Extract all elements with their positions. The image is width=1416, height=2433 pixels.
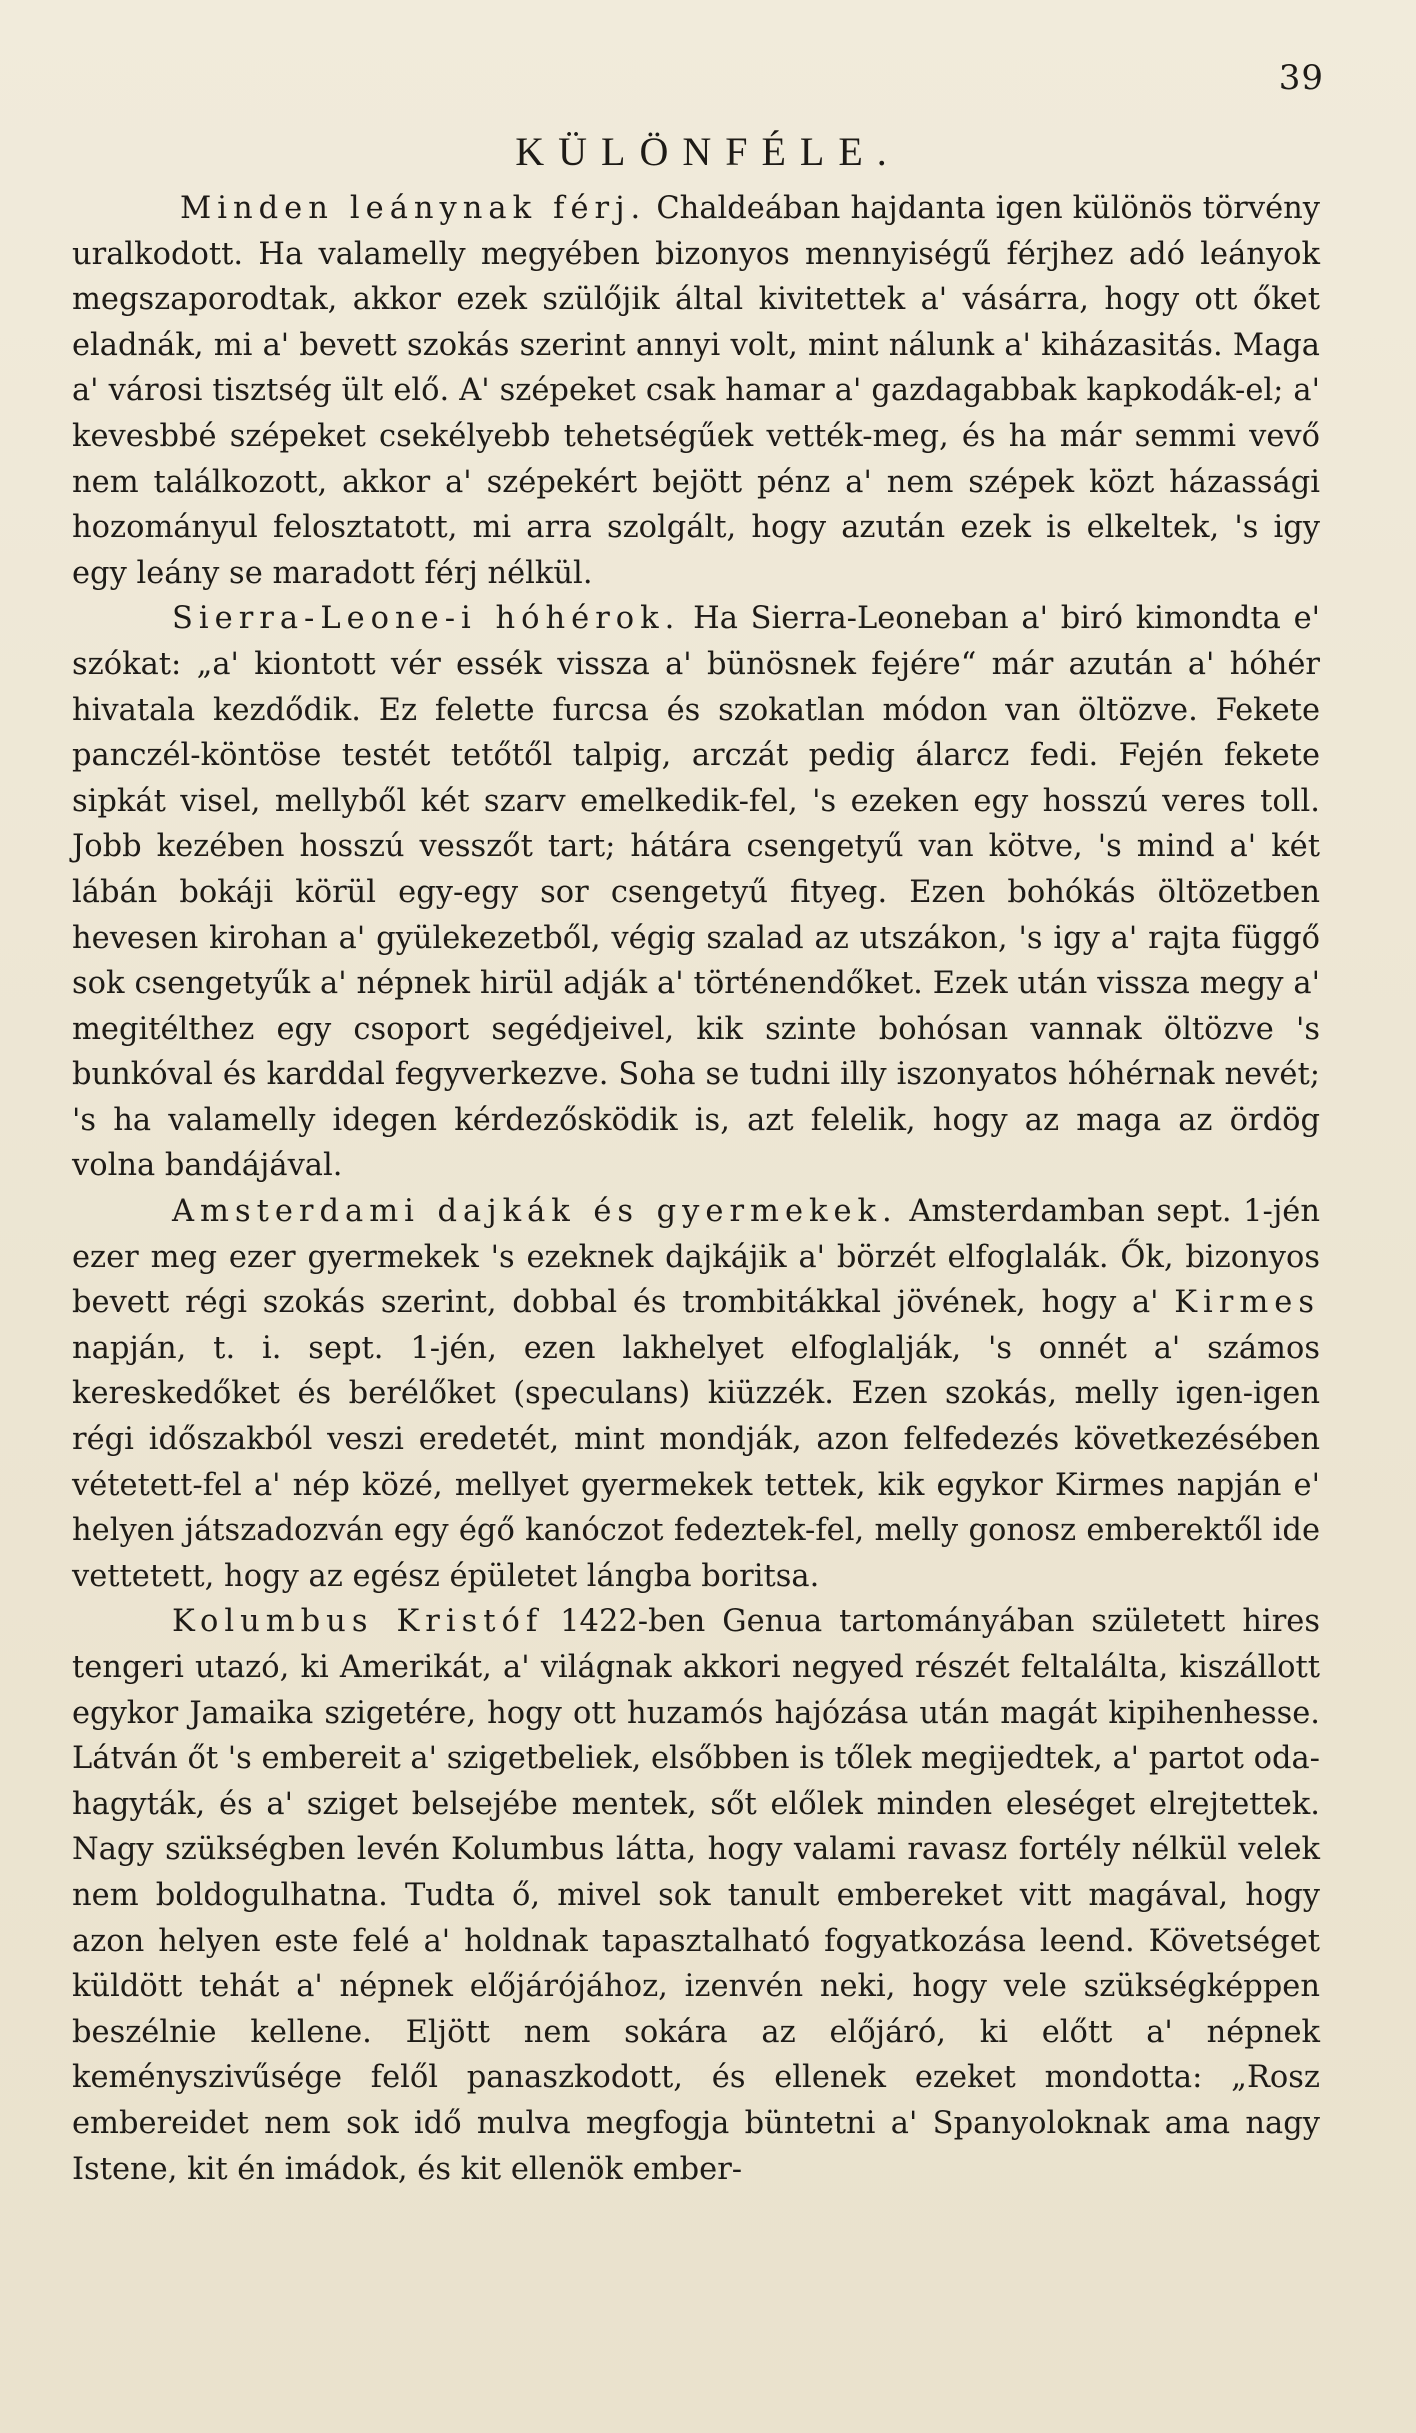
paragraph-heading: Minden leánynak férj. — [180, 191, 647, 226]
paragraph-amsterdam — [72, 1189, 1320, 1599]
paragraph-heading: Sierra-Leone-i hóhérok. — [172, 601, 681, 637]
paragraph-kolumbus — [72, 1599, 1320, 2192]
paragraph-body: 1422-ben Genua tartományában született hires tengeri utazó, ki Amerikát, a' világnak akkori negyed részét feltalálta, kiszállott egykor Jamaika szigetére, hogy ott huzamós hajózása után magát kipihenhesse. Látván őt 's embereit a' szigetbeliek, elsőbben is tőlek megijedtek, a' partot oda-hagyták, és a' sziget belsejébe mentek, sőt előlek minden eleséget elrejtettek. Nagy szükségben levén Kolumbus látta, hogy valami ravasz fortély nélkül velek nem boldogulhatna. Tudta ő, mivel sok tanult embereket vitt magával, hogy azon helyen este felé a' holdnak tapasztalható fogyatkozása leend. Követséget küldött tehát a' népnek előjárójához, izenvén neki, hogy vele szükségképpen beszélnie kellene. Eljött nem sokára az előjáró, ki előtt a' népnek keményszivűsége felől panaszkodott, és ellenek ezeket mondotta: „Rosz embereidet nem sok idő mulva megfogja büntetni a' Spanyoloknak ama nagy Istene, kit én imádok, és kit ellenök ember- — [72, 1604, 1320, 2187]
paragraph-body: Ha Sierra-Leoneban a' biró kimondta e' szókat: „a' kiontott vér essék vissza a' bünösnek fejére“ már azután a' hóhér hivatala kezdődik. Ez felette furcsa és szokatlan módon van öltözve. Fekete panczél-köntöse testét tetőtől talpig, arczát pedig álarcz fedi. Fején fekete sipkát visel, mellyből két szarv emelkedik-fel, 's ezeken egy hosszú veres toll. Jobb kezében hosszú vesszőt tart; hátára csengetyű van kötve, 's mind a' két lábán bokáji körül egy-egy sor csengetyű fityeg. Ezen bohókás öltözetben hevesen kirohan a' gyülekezetből, végig szalad az utszákon, 's igy a' rajta függő sok csengetyűk a' népnek hirül adják a' történendőket. Ezek után vissza megy a' megitélthez egy csoport segédjeivel, kik szinte bohósan vannak öltözve 's bunkóval és karddal fegyverkezve. Soha se tudni illy iszonyatos hóhérnak nevét; 's ha valamelly idegen kérdezősködik is, azt felelik, hogy az maga az ördög volna bandájával. — [72, 601, 1321, 1184]
page-number: 39 — [1278, 58, 1324, 98]
paragraph-minden-leanynak — [72, 186, 1320, 596]
paragraph-body: Amsterdamban sept. 1-jén ezer meg ezer gyermekek 's ezeknek dajkájik a' börzét elfoglalák. Ők, bizonyos bevett régi szokás szerint, dobbal és trombitákkal jövének, hogy a' — [72, 1194, 1320, 1321]
emphasized-word: Kirmes — [1174, 1285, 1321, 1321]
article-text — [72, 186, 1320, 2192]
paragraph-heading: Amsterdami dajkák és gyermekek. — [172, 1194, 898, 1230]
paragraph-body: Chaldeában hajdanta igen különös törvény uralkodott. Ha valamelly megyében bizonyos mennyiségű férjhez adó leányok megszaporodtak, akkor ezek szülőjik által kivitettek a' vásárra, hogy ott őket eladnák, mi a' bevett szokás szerint annyi volt, mint nálunk a' kiházasitás. Maga a' városi tisztség ült elő. A' szépeket csak hamar a' gazdagabbak kapkodák-el; a' kevesbbé szépeket csekélyebb tehetségűek vették-meg, és ha már semmi vevő nem találkozott, akkor a' szépekért bejött pénz a' nem szépek közt házassági hozományul felosztatott, mi arra szolgált, hogy azután ezek is elkeltek, 's igy egy leány se maradott férj nélkül. — [72, 191, 1320, 591]
section-title: KÜLÖNFÉLE. — [515, 129, 901, 174]
paragraph-sierra-leone — [72, 596, 1320, 1189]
paragraph-heading: Kolumbus Kristóf — [172, 1604, 544, 1640]
paragraph-body: napján, t. i. sept. 1-jén, ezen lakhelyet elfoglalják, 's onnét a' számos kereskedőket és berélőket (speculans) kiüzzék. Ezen szokás, melly igen-igen régi időszakból veszi eredetét, mint mondják, azon felfedezés következésében vétetett-fel a' nép közé, mellyet gyermekek tettek, kik egykor Kirmes napján e' helyen játszadozván egy égő kanóczot fedeztek-fel, melly gonosz emberektől ide vettetett, hogy az egész épületet lángba boritsa. — [72, 1330, 1320, 1594]
